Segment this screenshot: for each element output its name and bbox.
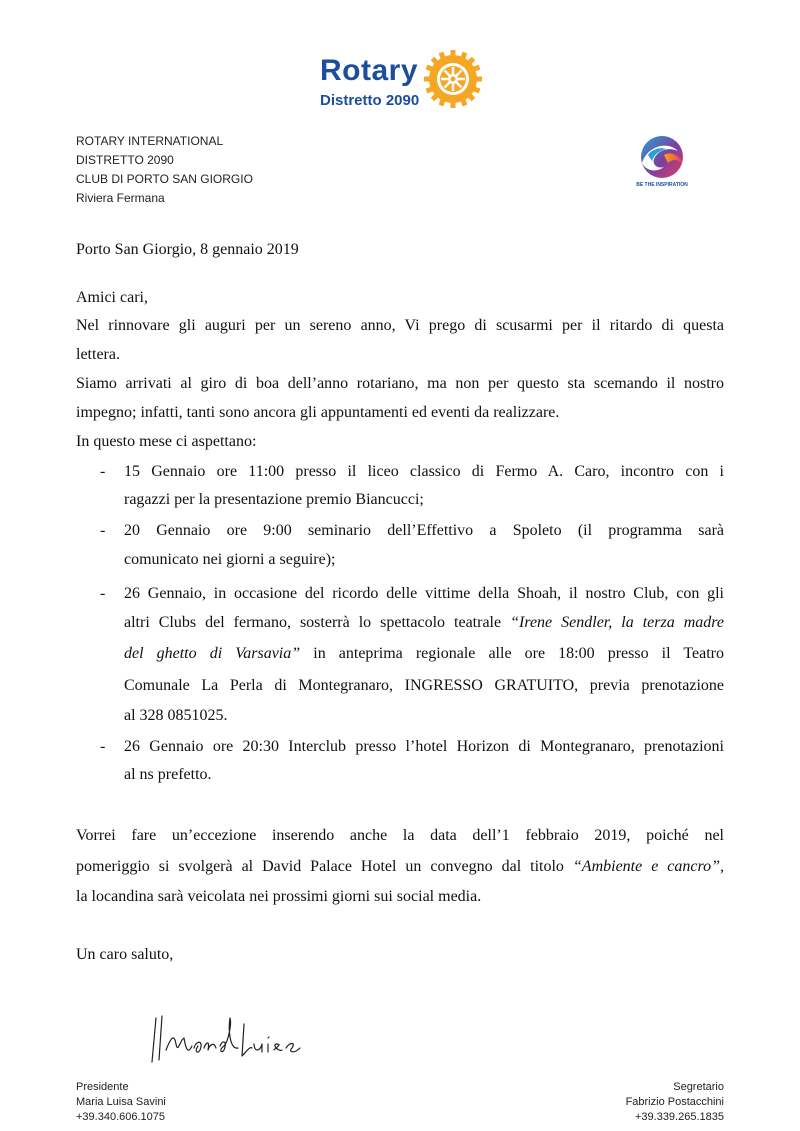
logo-wordmark: Rotary (320, 54, 419, 87)
text-run: altri Clubs del fermano, sosterrà lo spettacolo teatrale (124, 614, 511, 631)
show-title: del ghetto di Varsavia” (124, 645, 301, 662)
list-item-line (124, 613, 724, 633)
secretary-role: Segretario (673, 1081, 724, 1093)
date-line: Porto San Giorgio, 8 gennaio 2019 (76, 241, 299, 258)
list-intro: In questo mese ci aspettano: (76, 433, 257, 450)
paragraph-line: Siamo arrivati al giro di boa dell’anno rotariano, ma non per questo sta scemando il nostro (76, 375, 724, 392)
list-bullet: - (100, 585, 106, 602)
closing: Un caro saluto, (76, 946, 174, 963)
address-line: DISTRETTO 2090 (76, 153, 174, 167)
list-item-line: Comunale La Perla di Montegranaro, INGRESSO GRATUITO, previa prenotazione (124, 677, 724, 694)
list-item-line (124, 644, 724, 664)
paragraph-line (76, 857, 724, 877)
list-bullet: - (100, 738, 106, 755)
theme-tagline: BE THE INSPIRATION (636, 182, 688, 188)
president-name: Maria Luisa Savini (76, 1096, 166, 1108)
address-line: CLUB DI PORTO SAN GIORGIO (76, 172, 253, 186)
rotary-logo (318, 48, 488, 118)
list-item-line: comunicato nei giorni a seguire); (124, 551, 336, 568)
paragraph-line: Nel rinnovare gli auguri per un sereno anno, Vi prego di scusarmi per il ritardo di questa (76, 317, 724, 334)
theme-logo (634, 135, 690, 195)
list-item-line: 26 Gennaio, in occasione del ricordo delle vittime della Shoah, il nostro Club, con gli (124, 585, 724, 602)
secretary-phone: +39.339.265.1835 (634, 1111, 724, 1123)
list-item-line: 26 Gennaio ore 20:30 Interclub presso l’hotel Horizon di Montegranaro, prenotazioni (124, 738, 724, 755)
conference-title: “Ambiente e cancro”, (572, 858, 725, 875)
paragraph-line: la locandina sarà veicolata nei prossimi giorni sui social media. (76, 888, 482, 905)
list-item-line: ragazzi per la presentazione premio Biancucci; (124, 491, 424, 508)
list-bullet: - (100, 463, 106, 480)
greeting: Amici cari, (76, 289, 148, 306)
show-title: “Irene Sendler, la terza madre (510, 614, 724, 631)
paragraph-line: lettera. (76, 346, 120, 363)
address-line: Riviera Fermana (76, 191, 165, 205)
text-run: in anteprima regionale alle ore 18:00 presso il Teatro (300, 645, 724, 662)
president-phone: +39.340.606.1075 (76, 1111, 166, 1123)
list-item-line: 20 Gennaio ore 9:00 seminario dell’Effettivo a Spoleto (il programma sarà (124, 522, 724, 539)
logo-district: Distretto 2090 (320, 92, 420, 109)
paragraph-line: impegno; infatti, tanti sono ancora gli appuntamenti ed eventi da realizzare. (76, 404, 560, 421)
footer-president (76, 1080, 166, 1125)
rotary-wheel-icon (422, 48, 484, 110)
list-item-line: al 328 0851025. (124, 707, 228, 724)
president-role: Presidente (76, 1081, 129, 1093)
handwritten-signature (148, 1010, 318, 1070)
text-run: pomeriggio si svolgerà al David Palace Hotel un convegno dal titolo (76, 858, 573, 875)
wave-emblem-icon (634, 135, 690, 181)
paragraph-line: Vorrei fare un’eccezione inserendo anche la data dell’1 febbraio 2019, poiché nel (76, 827, 724, 844)
list-bullet: - (100, 522, 106, 539)
secretary-name: Fabrizio Postacchini (625, 1096, 724, 1108)
footer-secretary (626, 1080, 724, 1125)
list-item-line: al ns prefetto. (124, 766, 212, 783)
club-address (76, 132, 253, 208)
list-item-line: 15 Gennaio ore 11:00 presso il liceo classico di Fermo A. Caro, incontro con i (124, 463, 724, 480)
address-line: ROTARY INTERNATIONAL (76, 134, 224, 148)
